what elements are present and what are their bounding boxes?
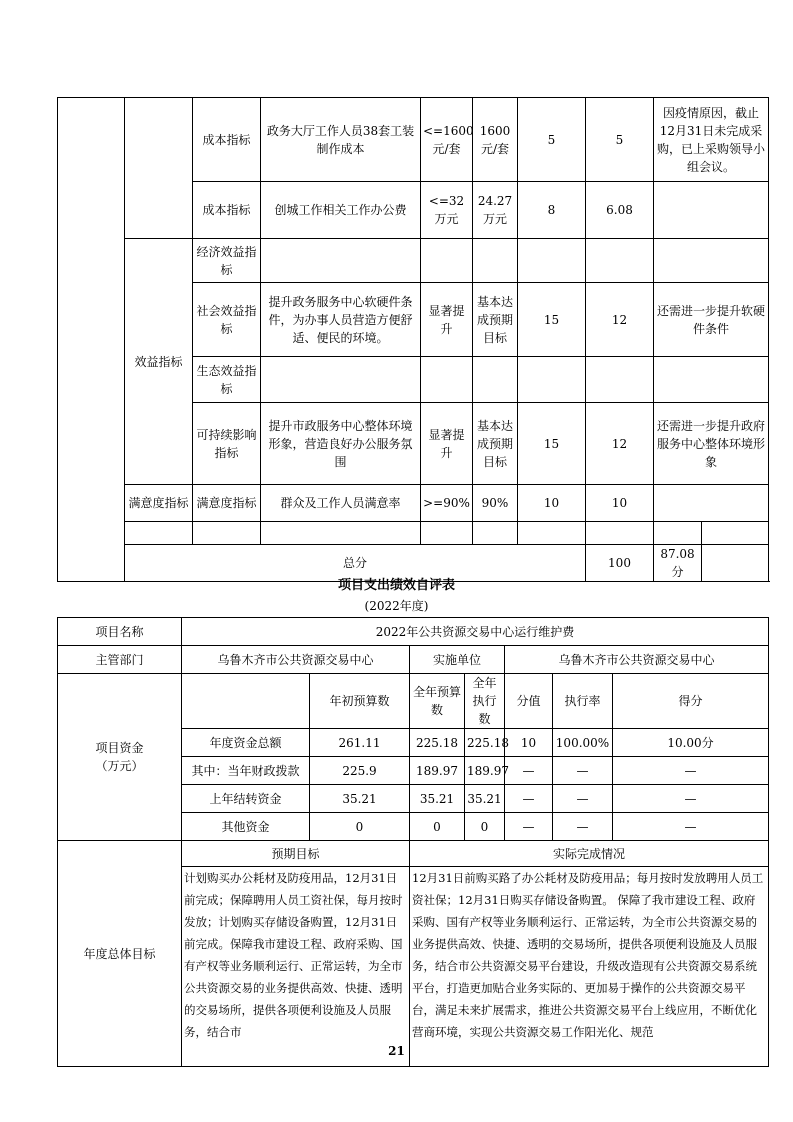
indicator-target: <=32万元: [421, 182, 473, 239]
empty-cell: [586, 522, 654, 545]
benefit-indicator-label: 效益指标: [125, 239, 193, 485]
funds-rate: —: [553, 785, 613, 813]
funds-rate: 100.00%: [553, 729, 613, 757]
indicator-target: 显著提升: [421, 283, 473, 357]
funds-header-empty: [182, 674, 310, 729]
funds-initial: 261.11: [310, 729, 410, 757]
indicator-target: <=1600元/套: [421, 98, 473, 182]
indicator-actual: 90%: [473, 485, 518, 522]
funds-row-name: 上年结转资金: [182, 785, 310, 813]
indicator-target: >=90%: [421, 485, 473, 522]
indicator-target: [421, 357, 473, 403]
funds-header: 分值: [505, 674, 553, 729]
indicator-note: 还需进一步提升软硬件条件: [654, 283, 769, 357]
page-number: 21: [388, 1044, 405, 1058]
empty-cell: [518, 522, 586, 545]
funds-row-name: 其他资金: [182, 813, 310, 841]
total-score: 87.08分: [654, 545, 702, 582]
funds-score-full: —: [505, 785, 553, 813]
total-label: 总分: [125, 545, 586, 582]
impl-unit-value: 乌鲁木齐市公共资源交易中心: [505, 646, 769, 674]
indicator-note: [654, 239, 769, 283]
empty-cell: [702, 522, 769, 545]
empty-cell: [261, 522, 421, 545]
funds-rate: —: [553, 813, 613, 841]
indicator-score: [586, 357, 654, 403]
indicator-name: 社会效益指标: [193, 283, 261, 357]
satisfaction-indicator-label: 满意度指标: [125, 485, 193, 522]
indicator-content: 群众及工作人员满意率: [261, 485, 421, 522]
document-title: 项目支出绩效自评表: [337, 578, 455, 593]
indicator-score-full: 8: [518, 182, 586, 239]
funds-budget: 35.21: [410, 785, 465, 813]
funds-initial: 0: [310, 813, 410, 841]
indicator-score-full: 10: [518, 485, 586, 522]
document-year: (2022年度): [364, 599, 429, 613]
indicator-score: 6.08: [586, 182, 654, 239]
funds-label: 项目资金: [95, 741, 144, 755]
funds-header: 全年执行数: [465, 674, 505, 729]
indicator-content: [261, 239, 421, 283]
funds-row-name: 其中：当年财政拨款: [182, 757, 310, 785]
indicator-target: [421, 239, 473, 283]
indicator-content: 创城工作相关工作办公费: [261, 182, 421, 239]
funds-rate: —: [553, 757, 613, 785]
funds-score: —: [613, 757, 769, 785]
funds-budget: 189.97: [410, 757, 465, 785]
impl-unit-label: 实施单位: [410, 646, 505, 674]
funds-exec: 189.97: [465, 757, 505, 785]
indicator-note: [654, 485, 769, 522]
indicator-score-full: [518, 357, 586, 403]
indicator-score-full: 15: [518, 403, 586, 485]
indicator-content: 政务大厅工作人员38套工装制作成本: [261, 98, 421, 182]
funds-exec: 35.21: [465, 785, 505, 813]
dept-label: 主管部门: [58, 646, 182, 674]
funds-score: —: [613, 785, 769, 813]
indicator-content: [261, 357, 421, 403]
indicator-level1-cell: [58, 98, 125, 582]
funds-header: 全年预算数: [410, 674, 465, 729]
project-self-evaluation-table: [57, 617, 769, 1067]
funds-score-full: —: [505, 813, 553, 841]
indicator-score: 10: [586, 485, 654, 522]
funds-unit: （万元）: [95, 759, 144, 773]
funds-score-full: 10: [505, 729, 553, 757]
indicator-name: 经济效益指标: [193, 239, 261, 283]
funds-score: 10.00分: [613, 729, 769, 757]
indicator-actual: 1600元/套: [473, 98, 518, 182]
funds-exec: 225.18: [465, 729, 505, 757]
funds-initial: 35.21: [310, 785, 410, 813]
funds-exec: 0: [465, 813, 505, 841]
indicator-name: 生态效益指标: [193, 357, 261, 403]
indicator-target: 显著提升: [421, 403, 473, 485]
funds-row-name: 年度资金总额: [182, 729, 310, 757]
performance-indicator-table: [57, 97, 769, 582]
annual-goal-label: 年度总体目标: [58, 841, 182, 1067]
indicator-score: [586, 239, 654, 283]
indicator-actual: 基本达成预期目标: [473, 283, 518, 357]
indicator-score-full: 5: [518, 98, 586, 182]
indicator-name: 成本指标: [193, 98, 261, 182]
indicator-actual: 24.27万元: [473, 182, 518, 239]
indicator-name: 可持续影响指标: [193, 403, 261, 485]
funds-header: 执行率: [553, 674, 613, 729]
empty-cell: [654, 522, 702, 545]
funds-label-cell: [58, 674, 182, 841]
funds-header: 年初预算数: [310, 674, 410, 729]
empty-cell: [125, 522, 193, 545]
indicator-score: 12: [586, 403, 654, 485]
indicator-actual: [473, 357, 518, 403]
indicator-score-full: 15: [518, 283, 586, 357]
indicator-note: [654, 357, 769, 403]
funds-initial: 225.9: [310, 757, 410, 785]
actual-completion-header: 实际完成情况: [410, 841, 769, 867]
indicator-name: 满意度指标: [193, 485, 261, 522]
funds-header: 得分: [613, 674, 769, 729]
indicator-note: [654, 182, 769, 239]
funds-budget: 225.18: [410, 729, 465, 757]
empty-cell: [473, 522, 518, 545]
total-full: 100: [586, 545, 654, 582]
empty-cell: [193, 522, 261, 545]
indicator-score-full: [518, 239, 586, 283]
actual-completion-text: 12月31日前购买路了办公耗材及防疫用品；每月按时发放聘用人员工资社保；12月31日购买存储设备购置。 保障了我市建设工程、政府采购、国有产权等业务顺利运行、正常运转，为全市公共资源交易的业务提供高效、快捷、透明的交易场所，提供各项便利设施及人员服务，结合市公共资源交易平台建设，升级改造现有公共资源交易系统平台，打造更加贴合业务实际的、更加易于操作的公共资源交易平台，满足未来扩展需求，推进公共资源交易平台上线应用，不断优化营商环境，实现公共资源交易工作阳光化、规范: [410, 867, 769, 1067]
indicator-content: 提升政务服务中心软硬件条件，为办事人员营造方便舒适、便民的环境。: [261, 283, 421, 357]
indicator-score: 12: [586, 283, 654, 357]
expected-goal-header: 预期目标: [182, 841, 410, 867]
funds-score-full: —: [505, 757, 553, 785]
project-name-value: 2022年公共资源交易中心运行维护费: [182, 618, 769, 646]
expected-goal-text: 计划购买办公耗材及防疫用品，12月31日前完成；保障聘用人员工资社保，每月按时发放；计划购买存储设备购置，12月31日前完成。保障我市建设工程、政府采购、国有产权等业务顺利运行、正常运转，为全市公共资源交易的业务提供高效、快捷、透明的交易场所，提供各项便利设施及人员服务，结合市: [182, 867, 410, 1067]
indicator-level2-cell: [125, 98, 193, 239]
empty-cell: [421, 522, 473, 545]
indicator-actual: [473, 239, 518, 283]
indicator-actual: 基本达成预期目标: [473, 403, 518, 485]
indicator-name: 成本指标: [193, 182, 261, 239]
funds-budget: 0: [410, 813, 465, 841]
indicator-score: 5: [586, 98, 654, 182]
indicator-note: 因疫情原因，截止12月31日未完成采购，已上采购领导小组会议。: [654, 98, 769, 182]
project-name-label: 项目名称: [58, 618, 182, 646]
indicator-content: 提升市政服务中心整体环境形象，营造良好办公服务氛围: [261, 403, 421, 485]
indicator-note: 还需进一步提升政府服务中心整体环境形象: [654, 403, 769, 485]
funds-score: —: [613, 813, 769, 841]
dept-value: 乌鲁木齐市公共资源交易中心: [182, 646, 410, 674]
